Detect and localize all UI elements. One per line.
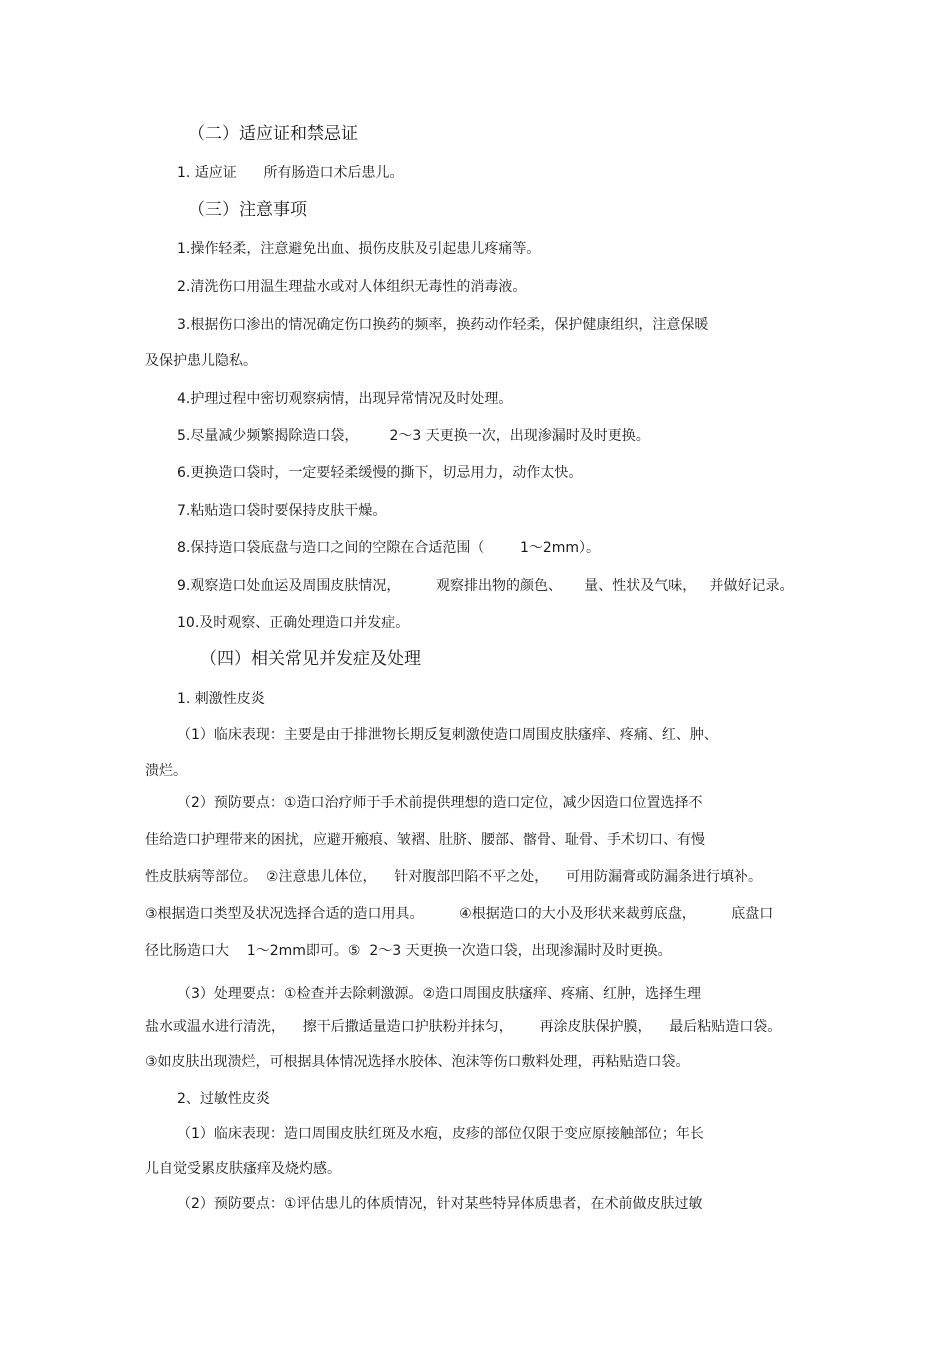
list-item: 1.操作轻柔，注意避免出血、损伤皮肤及引起患儿疼痛等。 bbox=[177, 241, 541, 257]
section-heading: （四）相关常见并发症及处理 bbox=[200, 649, 421, 669]
subsection-heading: 1. 刺激性皮炎 bbox=[177, 691, 265, 707]
paragraph-line: （1）临床表现：主要是由于排泄物长期反复刺激使造口周围皮肤瘙痒、疼痛、红、肿、 bbox=[177, 727, 718, 743]
paragraph-line: 盐水或温水进行清洗， 擦干后撒适量造口护肤粉并抹匀， 再涂皮肤保护膜， 最后粘贴造口袋。 bbox=[145, 1019, 782, 1035]
paragraph-line: 1. 适应证 所有肠造口术后患儿。 bbox=[177, 165, 404, 181]
paragraph-line: 溃烂。 bbox=[145, 763, 187, 779]
paragraph-line: （2）预防要点：①造口治疗师于手术前提供理想的造口定位，减少因造口位置选择不 bbox=[177, 795, 703, 811]
list-item: 5.尽量减少频繁揭除造口袋， 2～3 天更换一次，出现渗漏时及时更换。 bbox=[177, 428, 650, 444]
list-item-continued: 及保护患儿隐私。 bbox=[145, 353, 257, 369]
list-item: 3.根据伤口渗出的情况确定伤口换药的频率，换药动作轻柔，保护健康组织，注意保暖 bbox=[177, 317, 709, 333]
list-item: 10.及时观察、正确处理造口并发症。 bbox=[177, 615, 410, 631]
list-item: 6.更换造口袋时，一定要轻柔缓慢的撕下，切忌用力，动作太快。 bbox=[177, 465, 583, 481]
paragraph-line: （3）处理要点：①检查并去除刺激源。②造口周围皮肤瘙痒、疼痛、红肿，选择生理 bbox=[177, 986, 702, 1002]
list-item: 9.观察造口处血运及周围皮肤情况， 观察排出物的颜色、 量、性状及气味， 并做好记录。 bbox=[177, 578, 794, 594]
paragraph-line: 性皮肤病等部位。 ②注意患儿体位， 针对腹部凹陷不平之处， 可用防漏膏或防漏条进行填补。 bbox=[145, 869, 763, 885]
paragraph-line: ③如皮肤出现溃烂，可根据具体情况选择水胶体、泡沫等伤口敷料处理，再粘贴造口袋。 bbox=[145, 1054, 690, 1070]
list-item: 2.清洗伤口用温生理盐水或对人体组织无毒性的消毒液。 bbox=[177, 279, 527, 295]
paragraph-line: ③根据造口类型及状况选择合适的造口用具。 ④根据造口的大小及形状来裁剪底盘， 底盘口 bbox=[145, 906, 774, 922]
subsection-heading: 2、过敏性皮炎 bbox=[177, 1091, 270, 1107]
list-item: 8.保持造口袋底盘与造口之间的空隙在合适范围（ 1～2mm）。 bbox=[177, 540, 601, 556]
section-heading: （三）注意事项 bbox=[188, 200, 307, 220]
section-heading: （二）适应证和禁忌证 bbox=[188, 124, 358, 144]
paragraph-line: （2）预防要点：①评估患儿的体质情况，针对某些特异体质患者，在术前做皮肤过敏 bbox=[177, 1196, 703, 1212]
paragraph-line: 儿自觉受累皮肤瘙痒及烧灼感。 bbox=[145, 1161, 341, 1177]
paragraph-line: 径比肠造口大 1～2mm即可。⑤ 2～3 天更换一次造口袋，出现渗漏时及时更换。 bbox=[145, 943, 672, 959]
list-item: 4.护理过程中密切观察病情，出现异常情况及时处理。 bbox=[177, 391, 513, 407]
paragraph-line: 佳给造口护理带来的困扰，应避开瘢痕、皱褶、肚脐、腰部、髂骨、耻骨、手术切口、有慢 bbox=[145, 832, 705, 848]
paragraph-line: （1）临床表现：造口周围皮肤红斑及水疱，皮疹的部位仅限于变应原接触部位；年长 bbox=[177, 1126, 704, 1142]
list-item: 7.粘贴造口袋时要保持皮肤干燥。 bbox=[177, 503, 387, 519]
